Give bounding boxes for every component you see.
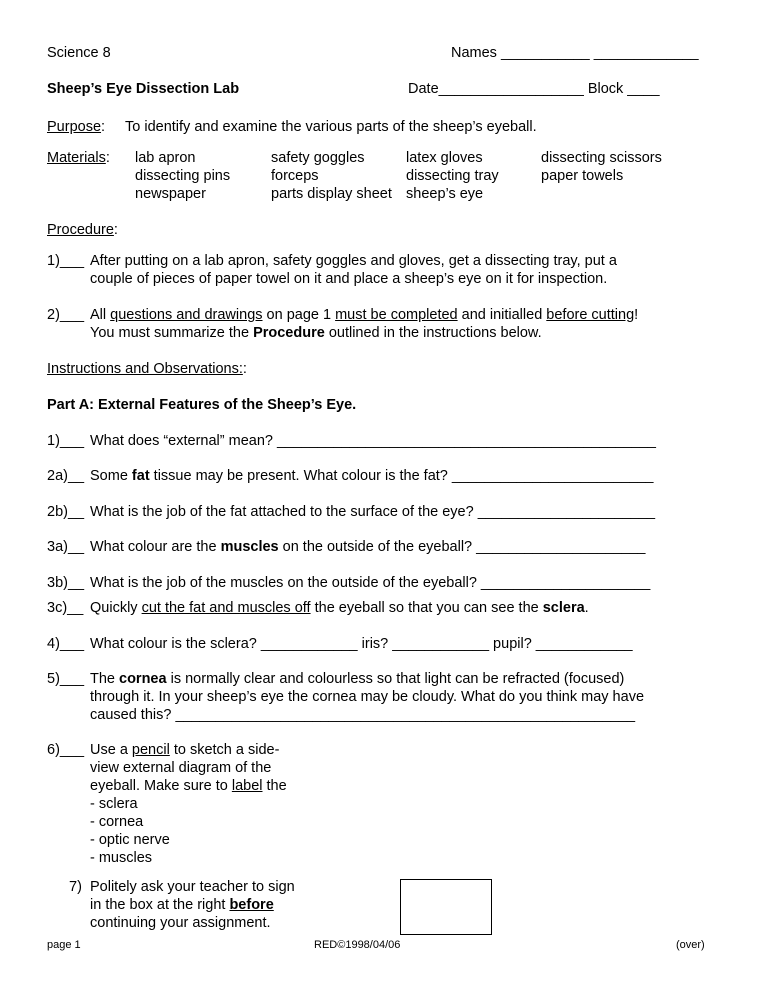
underlined-text: must be completed [335, 307, 458, 323]
q6-line2: view external diagram of the [90, 760, 272, 776]
text-run: All [90, 307, 111, 323]
bold-text: sclera [542, 600, 585, 616]
bold-text: Procedure [253, 325, 325, 341]
q1-text: What does “external” mean? _______________________________________________ [90, 433, 656, 449]
purpose-label-wrap [47, 118, 105, 136]
underlined-text: before cutting [546, 307, 635, 323]
text-run: Use a [90, 742, 132, 758]
procedure-step-1-line2: couple of pieces of paper towel on it and place a sheep’s eye on it for inspection. [90, 271, 608, 287]
text-run: the eyeball so that you can see the [310, 600, 543, 616]
purpose-colon: : [101, 119, 106, 135]
teacher-signature-box[interactable] [400, 879, 492, 935]
q1-num: 1)___ [47, 433, 85, 449]
instructions-label: Instructions and Observations: [47, 361, 243, 377]
text-run: You must summarize the [90, 325, 254, 341]
q6-line1 [90, 741, 279, 759]
date-block-field: Date__________________ Block ____ [408, 81, 660, 97]
text-run: What colour are the [90, 539, 221, 555]
q4-text: What colour is the sclera? ____________ iris? ____________ pupil? ____________ [90, 636, 633, 652]
materials-col-1 [135, 149, 230, 203]
procedure-label: Procedure [47, 222, 114, 238]
q2b-num: 2b)__ [47, 504, 85, 520]
material-item: parts display sheet [271, 186, 392, 202]
procedure-step-2-line2 [90, 324, 542, 342]
procedure-colon: : [113, 222, 118, 238]
text-run: ! [634, 307, 639, 323]
q6-label-item: - cornea [90, 814, 144, 830]
text-run: The [90, 671, 120, 687]
underlined-text: pencil [131, 742, 170, 758]
q6-label-item: - muscles [90, 850, 153, 866]
text-run: Some [90, 468, 132, 484]
part-a-title: Part A: External Features of the Sheep’s Eye. [47, 397, 357, 413]
materials-colon: : [105, 150, 110, 166]
text-run: tissue may be present. What colour is the fat? _________________________ [149, 468, 654, 484]
q7-line3: continuing your assignment. [90, 915, 271, 931]
bold-text: cornea [119, 671, 167, 687]
page-number: page 1 [47, 939, 81, 951]
q5-num: 5)___ [47, 671, 85, 687]
text-run: and initialled [457, 307, 547, 323]
material-item: paper towels [541, 168, 624, 184]
q7-line2 [90, 896, 274, 914]
course-name: Science 8 [47, 45, 111, 61]
instructions-label-wrap [47, 360, 247, 378]
underlined-text: label [231, 778, 263, 794]
material-item: forceps [271, 168, 319, 184]
material-item: latex gloves [406, 150, 483, 166]
material-item: lab apron [135, 150, 196, 166]
material-item: dissecting tray [406, 168, 499, 184]
procedure-label-wrap [47, 221, 118, 239]
names-field: Names ___________ _____________ [451, 45, 699, 61]
materials-col-2 [271, 149, 392, 203]
lab-title: Sheep’s Eye Dissection Lab [47, 81, 240, 97]
material-item: safety goggles [271, 150, 365, 166]
instructions-colon: : [242, 361, 247, 377]
text-run: is normally clear and colourless so that light can be refracted (focused) [166, 671, 625, 687]
materials-col-3 [406, 149, 499, 203]
text-run: eyeball. Make sure to [90, 778, 232, 794]
bold-text: muscles [220, 539, 279, 555]
q5-line1 [90, 670, 624, 688]
text-run: in the box at the right [90, 897, 230, 913]
text-run: to sketch a side- [169, 742, 280, 758]
material-item: newspaper [135, 186, 206, 202]
q6-label-item: - optic nerve [90, 832, 170, 848]
q6-line3 [90, 777, 287, 795]
q6-label-item: - sclera [90, 796, 138, 812]
procedure-step-2-num: 2)___ [47, 307, 85, 323]
material-item: dissecting pins [135, 168, 231, 184]
materials-col-4 [541, 149, 662, 185]
purpose-label: Purpose [47, 119, 102, 135]
underlined-text: questions and drawings [110, 307, 263, 323]
material-item: sheep’s eye [406, 186, 484, 202]
q3c-text [90, 599, 589, 617]
materials-label: Materials [47, 150, 106, 166]
q4-num: 4)___ [47, 636, 85, 652]
copyright-credit: RED©1998/04/06 [314, 939, 401, 951]
q3a-num: 3a)__ [47, 539, 85, 555]
q5-line3: caused this? _________________________________________________________ [90, 707, 636, 723]
text-run: . [584, 600, 589, 616]
q2a-text [90, 467, 654, 485]
text-run: on the outside of the eyeball? _____________________ [278, 539, 646, 555]
q7-line1: Politely ask your teacher to sign [90, 879, 295, 895]
text-run: the [262, 778, 287, 794]
q3c-num: 3c)__ [47, 600, 84, 616]
purpose-text: To identify and examine the various parts of the sheep’s eyeball. [125, 119, 537, 135]
over-note: (over) [676, 939, 705, 951]
q6-num: 6)___ [47, 742, 85, 758]
procedure-step-1-line1: After putting on a lab apron, safety goggles and gloves, get a dissecting tray, put a [90, 253, 617, 269]
underlined-text: cut the fat and muscles off [141, 600, 311, 616]
materials-label-wrap [47, 149, 110, 167]
q3b-num: 3b)__ [47, 575, 85, 591]
q5-line2: through it. In your sheep’s eye the cornea may be cloudy. What do you think may have [90, 689, 645, 705]
q2a-num: 2a)__ [47, 468, 85, 484]
text-run: on page 1 [262, 307, 336, 323]
bold-text: fat [131, 468, 150, 484]
text-run: Quickly [90, 600, 142, 616]
procedure-step-1-num: 1)___ [47, 253, 85, 269]
bold-underlined-text: before [229, 897, 274, 913]
material-item: dissecting scissors [541, 150, 662, 166]
procedure-step-2-line1 [90, 306, 638, 324]
q3b-text: What is the job of the muscles on the outside of the eyeball? _____________________ [90, 575, 651, 591]
q7-num: 7) [69, 879, 82, 895]
text-run: outlined in the instructions below. [324, 325, 542, 341]
q3a-text [90, 538, 645, 556]
q2b-text: What is the job of the fat attached to the surface of the eye? ______________________ [90, 504, 656, 520]
